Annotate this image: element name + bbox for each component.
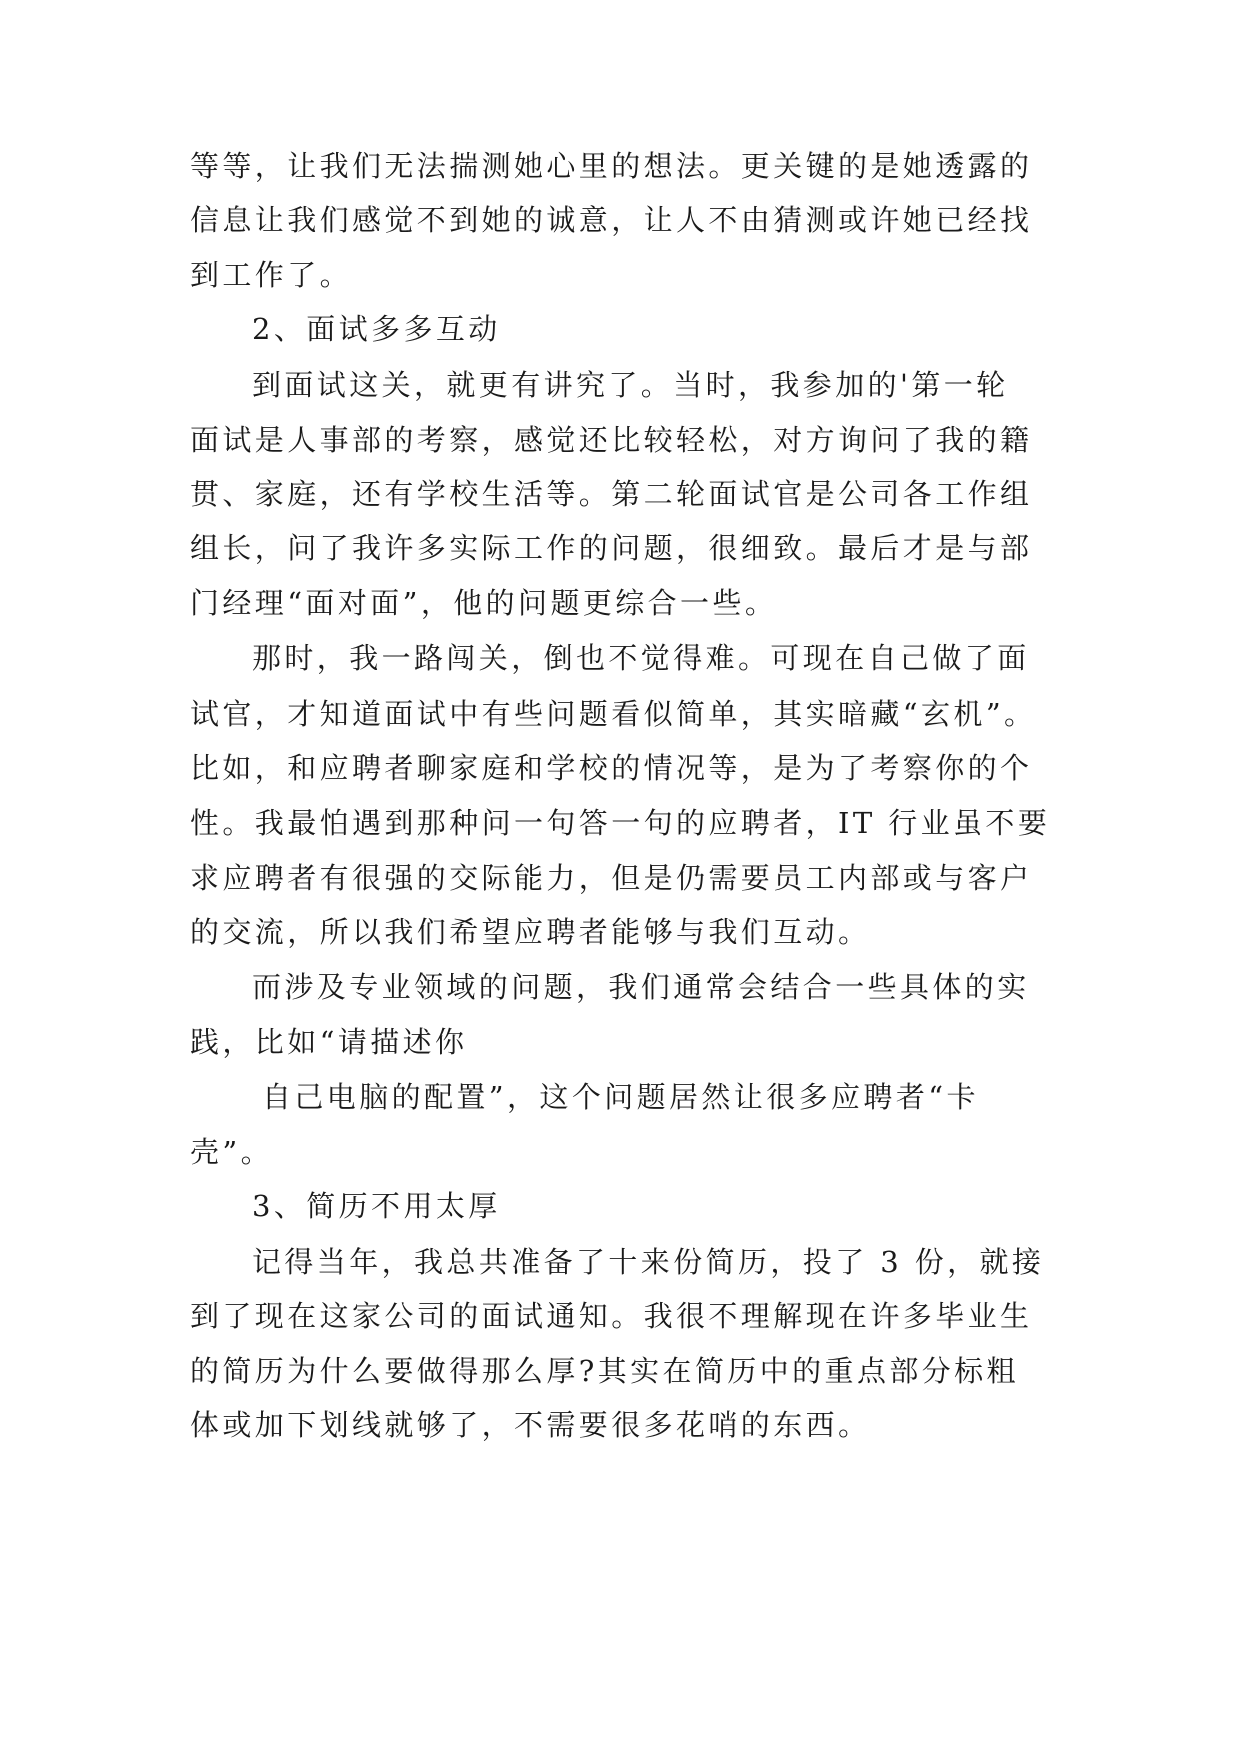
text-line: 到了现在这家公司的面试通知。我很不理解现在许多毕业生 (190, 1299, 1033, 1333)
text-line: 到面试这关，就更有讲究了。当时，我参加的'第一轮 (252, 368, 1009, 402)
text-line: 的简历为什么要做得那么厚?其实在简历中的重点部分标粗 (190, 1354, 1019, 1388)
text-line: 自己电脑的配置”，这个问题居然让很多应聘者“卡 (262, 1080, 979, 1114)
text-line: 而涉及专业领域的问题，我们通常会结合一些具体的实 (252, 970, 1030, 1004)
text-line: 等等，让我们无法揣测她心里的想法。更关键的是她透露的 (190, 149, 1033, 183)
text-line: 的交流，所以我们希望应聘者能够与我们互动。 (190, 915, 871, 949)
text-line: 求应聘者有很强的交际能力，但是仍需要员工内部或与客户 (190, 861, 1033, 895)
section-heading: 3、简历不用太厚 (252, 1189, 501, 1223)
text-line: 那时，我一路闯关，倒也不觉得难。可现在自己做了面 (252, 641, 1030, 675)
text-line: 门经理“面对面”，他的问题更综合一些。 (190, 586, 778, 620)
text-line: 信息让我们感觉不到她的诚意，让人不由猜测或许她已经找 (190, 203, 1033, 237)
text-line: 壳”。 (190, 1135, 274, 1169)
text-line: 践，比如“请描述你 (190, 1025, 468, 1059)
text-line: 体或加下划线就够了，不需要很多花哨的东西。 (190, 1408, 871, 1442)
section-heading: 2、面试多多互动 (252, 312, 501, 346)
text-line: 组长，问了我许多实际工作的问题，很细致。最后才是与部 (190, 531, 1033, 565)
text-line: 贯、家庭，还有学校生活等。第二轮面试官是公司各工作组 (190, 477, 1033, 511)
text-line: 性。我最怕遇到那种问一句答一句的应聘者，IT 行业虽不要 (190, 806, 1051, 840)
text-line: 试官，才知道面试中有些问题看似简单，其实暗藏“玄机”。 (190, 697, 1037, 731)
text-line: 面试是人事部的考察，感觉还比较轻松，对方询问了我的籍 (190, 423, 1033, 457)
text-line: 到工作了。 (190, 258, 353, 292)
text-line: 记得当年，我总共准备了十来份简历，投了 3 份，就接 (252, 1245, 1045, 1279)
text-line: 比如，和应聘者聊家庭和学校的情况等，是为了考察你的个 (190, 751, 1033, 785)
